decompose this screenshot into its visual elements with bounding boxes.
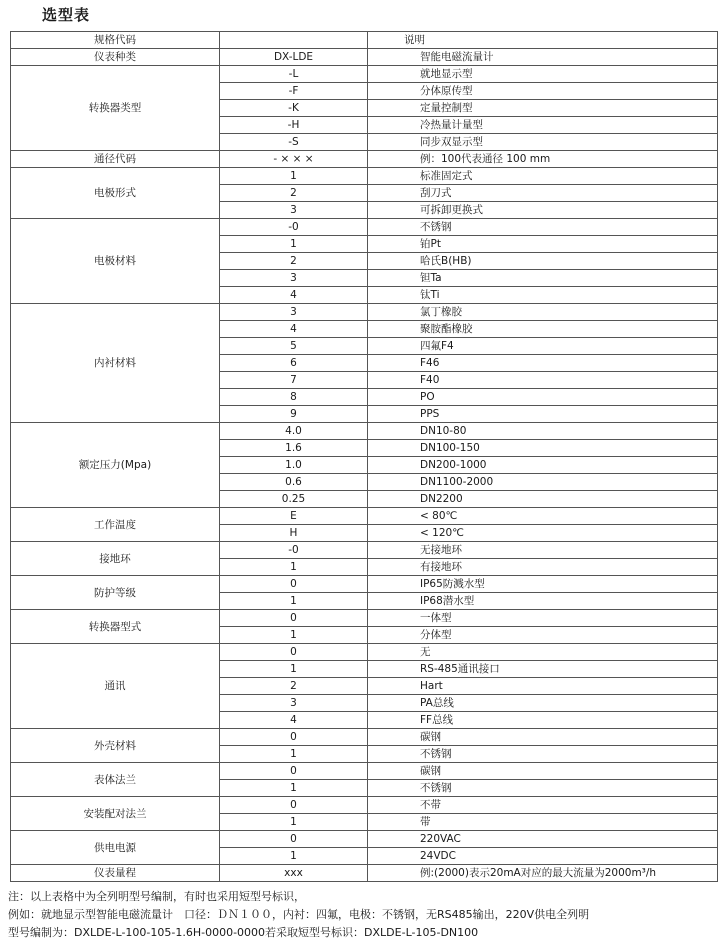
group-name: 工作温度	[11, 508, 220, 542]
group-name: 仪表量程	[11, 865, 220, 882]
row-code: 4	[220, 321, 368, 338]
row-desc: 铂Pt	[368, 236, 718, 253]
row-code: 6	[220, 355, 368, 372]
table-row	[11, 49, 718, 66]
row-code: -L	[220, 66, 368, 83]
row-desc: < 120℃	[368, 525, 718, 542]
row-code: 0	[220, 729, 368, 746]
row-desc: IP68潜水型	[368, 593, 718, 610]
row-desc: DN2200	[368, 491, 718, 508]
row-desc: DN10-80	[368, 423, 718, 440]
group-name: 电极形式	[11, 168, 220, 219]
group-name: 外壳材料	[11, 729, 220, 763]
row-code: H	[220, 525, 368, 542]
row-code: 3	[220, 304, 368, 321]
row-desc: 碳钢	[368, 763, 718, 780]
table-row	[11, 610, 718, 627]
row-desc: 带	[368, 814, 718, 831]
row-code: 0	[220, 831, 368, 848]
table-row	[11, 219, 718, 236]
row-desc: 四氟F4	[368, 338, 718, 355]
group-name: 转换器型式	[11, 610, 220, 644]
row-code: 0	[220, 610, 368, 627]
group-name: 额定压力(Mpa)	[11, 423, 220, 508]
row-desc: PA总线	[368, 695, 718, 712]
row-desc: 220VAC	[368, 831, 718, 848]
row-code: xxx	[220, 865, 368, 882]
row-desc: 分体型	[368, 627, 718, 644]
table-row	[11, 66, 718, 83]
row-desc: 可拆卸更换式	[368, 202, 718, 219]
row-desc: 定量控制型	[368, 100, 718, 117]
row-desc: 同步双显示型	[368, 134, 718, 151]
row-code: 7	[220, 372, 368, 389]
table-row	[11, 508, 718, 525]
group-name: 电极材料	[11, 219, 220, 304]
row-desc: PPS	[368, 406, 718, 423]
row-code: 0	[220, 576, 368, 593]
note-line: 例如：就地显示型智能电磁流量计 口径：ＤＮ１００，内衬：四氟，电极：不锈钢，无RS485输出，220V供电全列明	[8, 908, 590, 921]
row-desc: 氯丁橡胶	[368, 304, 718, 321]
row-desc: 不带	[368, 797, 718, 814]
row-code: 0	[220, 797, 368, 814]
row-desc: 不锈钢	[368, 219, 718, 236]
header-blank	[220, 32, 368, 49]
row-desc: FF总线	[368, 712, 718, 729]
row-code: 4.0	[220, 423, 368, 440]
table-row	[11, 865, 718, 882]
row-desc: Hart	[368, 678, 718, 695]
row-desc: 智能电磁流量计	[368, 49, 718, 66]
table-row	[11, 423, 718, 440]
table-body	[11, 32, 718, 882]
note-line: 注：以上表格中为全列明型号编制，有时也采用短型号标识，	[8, 890, 305, 903]
row-code: 1.0	[220, 457, 368, 474]
row-code: 1	[220, 814, 368, 831]
row-desc: 24VDC	[368, 848, 718, 865]
header-code: 规格代码	[11, 32, 220, 49]
table-row	[11, 304, 718, 321]
group-name: 内衬材料	[11, 304, 220, 423]
row-code: 2	[220, 678, 368, 695]
row-code: 8	[220, 389, 368, 406]
table-row	[11, 542, 718, 559]
row-code: 4	[220, 287, 368, 304]
row-desc: 不锈钢	[368, 746, 718, 763]
row-code: 1	[220, 661, 368, 678]
group-name: 表体法兰	[11, 763, 220, 797]
row-desc: 有接地环	[368, 559, 718, 576]
group-name: 通径代码	[11, 151, 220, 168]
table-row	[11, 151, 718, 168]
row-code: -0	[220, 542, 368, 559]
row-code: 3	[220, 695, 368, 712]
row-code: 2	[220, 253, 368, 270]
row-desc: 无	[368, 644, 718, 661]
row-code: 5	[220, 338, 368, 355]
row-code: 1	[220, 627, 368, 644]
row-code: 1	[220, 848, 368, 865]
table-row	[11, 729, 718, 746]
group-name: 供电电源	[11, 831, 220, 865]
header-row	[11, 32, 718, 49]
row-desc: DN100-150	[368, 440, 718, 457]
row-code: -K	[220, 100, 368, 117]
row-desc: F40	[368, 372, 718, 389]
row-desc: 例：100代表通径 100 mm	[368, 151, 718, 168]
row-desc: F46	[368, 355, 718, 372]
row-desc: PO	[368, 389, 718, 406]
row-code: 3	[220, 202, 368, 219]
row-code: 1	[220, 593, 368, 610]
row-desc: 刮刀式	[368, 185, 718, 202]
table-row	[11, 576, 718, 593]
row-code: 4	[220, 712, 368, 729]
row-code: 1	[220, 168, 368, 185]
row-desc: 不锈钢	[368, 780, 718, 797]
row-desc: 标准固定式	[368, 168, 718, 185]
row-desc: IP65防溅水型	[368, 576, 718, 593]
row-desc: < 80℃	[368, 508, 718, 525]
table-row	[11, 797, 718, 814]
group-name: 通讯	[11, 644, 220, 729]
row-desc: 钛Ti	[368, 287, 718, 304]
row-code: 1	[220, 746, 368, 763]
group-name: 接地环	[11, 542, 220, 576]
row-desc: 冷热量计量型	[368, 117, 718, 134]
table-row	[11, 168, 718, 185]
row-desc: DN200-1000	[368, 457, 718, 474]
row-code: -0	[220, 219, 368, 236]
row-desc: 一体型	[368, 610, 718, 627]
page-title: 选型表	[42, 6, 91, 24]
table-row	[11, 644, 718, 661]
row-code: 3	[220, 270, 368, 287]
row-code: DX-LDE	[220, 49, 368, 66]
row-desc: 碳钢	[368, 729, 718, 746]
table-row	[11, 763, 718, 780]
row-code: 1	[220, 780, 368, 797]
row-code: 1.6	[220, 440, 368, 457]
row-code: 9	[220, 406, 368, 423]
notes	[8, 888, 720, 942]
row-desc: RS-485通讯接口	[368, 661, 718, 678]
row-desc: 无接地环	[368, 542, 718, 559]
row-code: 0	[220, 763, 368, 780]
row-desc: 分体原传型	[368, 83, 718, 100]
row-desc: 钽Ta	[368, 270, 718, 287]
row-code: 2	[220, 185, 368, 202]
selection-table	[10, 31, 718, 882]
group-name: 转换器类型	[11, 66, 220, 151]
row-code: 1	[220, 236, 368, 253]
row-code: 0.6	[220, 474, 368, 491]
group-name: 安装配对法兰	[11, 797, 220, 831]
row-desc: 就地显示型	[368, 66, 718, 83]
row-code: 0.25	[220, 491, 368, 508]
row-code: 1	[220, 559, 368, 576]
row-code: 0	[220, 644, 368, 661]
row-code: -F	[220, 83, 368, 100]
header-desc: 说明	[368, 32, 718, 49]
row-desc: 聚胺酯橡胶	[368, 321, 718, 338]
row-desc: DN1100-2000	[368, 474, 718, 491]
row-code: - × × ×	[220, 151, 368, 168]
table-row	[11, 831, 718, 848]
note-line: 型号编制为：DXLDE-L-100-105-1.6H-0000-0000若采取短型号标识：DXLDE-L-105-DN100	[8, 926, 479, 939]
row-code: E	[220, 508, 368, 525]
group-name: 仪表种类	[11, 49, 220, 66]
row-desc: 哈氏B(HB)	[368, 253, 718, 270]
group-name: 防护等级	[11, 576, 220, 610]
row-code: -H	[220, 117, 368, 134]
row-desc: 例:(2000)表示20mA对应的最大流量为2000m³/h	[368, 865, 718, 882]
row-code: -S	[220, 134, 368, 151]
